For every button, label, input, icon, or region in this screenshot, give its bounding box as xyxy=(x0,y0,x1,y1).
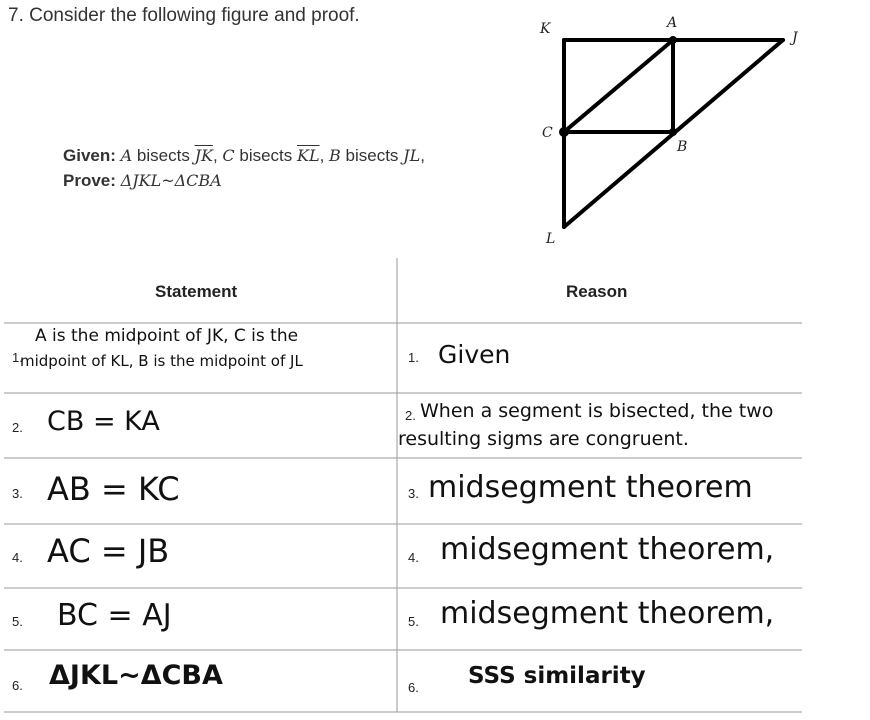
statement-number: 5. xyxy=(12,614,23,629)
reason-number: 4. xyxy=(408,550,419,565)
reason-number: 1. xyxy=(408,350,419,365)
reason-number: 5. xyxy=(408,614,419,629)
statement-number: 4. xyxy=(12,550,23,565)
statement-5: BC = AJ xyxy=(57,598,172,633)
prove-statement: ΔJKL~ΔCBA xyxy=(120,171,222,190)
reason-2-line1: When a segment is bisected, the two xyxy=(420,400,774,422)
given-text: bisects xyxy=(132,146,195,165)
given-text: bisects xyxy=(340,146,404,165)
reason-6: SSS similarity xyxy=(468,663,646,689)
reason-3: midsegment theorem xyxy=(428,470,753,505)
statement-number: 6. xyxy=(12,678,23,693)
given-point-c: C xyxy=(222,146,235,165)
given-point-b: B xyxy=(329,146,341,165)
reason-5: midsegment theorem, xyxy=(440,596,775,631)
label-a: A xyxy=(667,15,678,31)
given-text: , xyxy=(212,146,223,165)
given-text: bisects xyxy=(234,146,297,165)
given-segment-jk: $\overline{JK}$ xyxy=(194,146,213,165)
statement-2: CB = KA xyxy=(47,406,160,437)
label-l: L xyxy=(546,231,556,247)
reason-number: 3. xyxy=(408,486,419,501)
question-title: 7. Consider the following figure and proof. xyxy=(8,5,360,26)
reason-4: midsegment theorem, xyxy=(440,532,775,567)
given-segment-jl: JL xyxy=(403,146,421,165)
statement-1-line1: A is the midpoint of JK, C is the xyxy=(35,326,299,346)
label-k: K xyxy=(540,21,551,37)
statement-header: Statement xyxy=(155,282,238,301)
given-label: Given: xyxy=(63,146,116,165)
statement-4: AC = JB xyxy=(47,532,170,570)
statement-number: 2. xyxy=(12,420,23,435)
statement-number: 1. xyxy=(12,350,23,365)
statement-3: AB = KC xyxy=(47,470,180,508)
prove-label: Prove: xyxy=(63,171,116,190)
label-b: B xyxy=(677,139,688,155)
statement-1-line2: midpoint of KL, B is the midpoint of JL xyxy=(20,352,303,370)
given-segment-kl: $\overline{KL}$ xyxy=(297,146,320,165)
statement-number: 3. xyxy=(12,486,23,501)
given-text: , xyxy=(319,146,330,165)
statement-6: ΔJKL~ΔCBA xyxy=(49,660,223,691)
given-point-a: A xyxy=(120,146,133,165)
reason-number: 2. xyxy=(405,408,416,423)
reason-2-line2: resulting sigms are congruent. xyxy=(398,428,689,450)
label-j: J xyxy=(792,30,798,46)
reason-number: 6. xyxy=(408,680,419,695)
label-c: C xyxy=(542,125,553,141)
reason-1: Given xyxy=(438,340,511,369)
given-text: , xyxy=(420,146,425,165)
reason-header: Reason xyxy=(566,282,628,301)
